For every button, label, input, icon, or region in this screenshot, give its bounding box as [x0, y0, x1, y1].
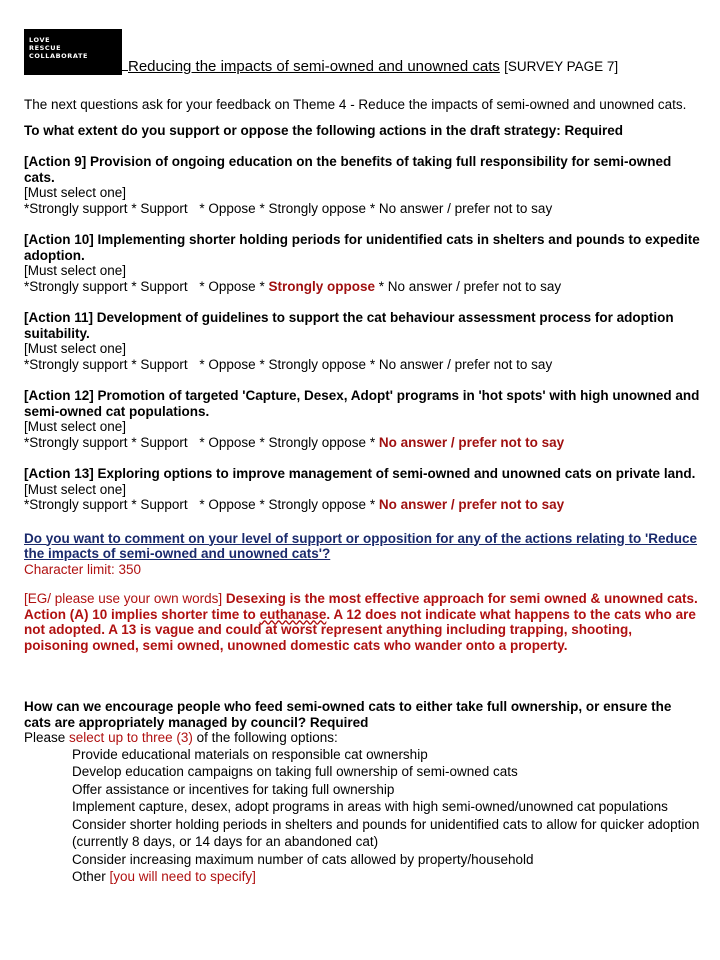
- option-star: *: [369, 356, 376, 372]
- ownership-question: [24, 699, 700, 886]
- option-strongly-oppose[interactable]: Strongly oppose: [268, 434, 367, 450]
- option-support[interactable]: * Support: [131, 278, 188, 294]
- logo-line-love: LOVE: [29, 36, 51, 44]
- answer-text-part2: . A 12 does not indicate what happens to the cats who are not adopted. A 13 is vague and could at worst represent anything including trapping, shooting, poisoning owned, semi owned, unowned domestic cats who wander onto a property.: [24, 606, 696, 653]
- option-no-answer-selected[interactable]: No answer / prefer not to say: [378, 434, 565, 450]
- action-10: [24, 232, 700, 294]
- option-no-answer[interactable]: No answer / prefer not to say: [387, 278, 562, 294]
- option-strongly-support[interactable]: *Strongly support: [24, 434, 128, 450]
- page-heading: [122, 57, 618, 75]
- instruction-limit: select up to three (3): [69, 730, 193, 745]
- option-star: *: [369, 497, 376, 512]
- option-strongly-support[interactable]: *Strongly support: [24, 200, 128, 216]
- action-title: [Action 13] Exploring options to improve management of semi-owned and unowned cats on private land.: [24, 466, 696, 481]
- option-strongly-support[interactable]: *Strongly support: [24, 278, 128, 294]
- action-title: [Action 10] Implementing shorter holding periods for unidentified cats in shelters and pounds to expedite adoption.: [24, 232, 700, 263]
- character-limit: Character limit: 350: [24, 561, 142, 577]
- page-title: Reducing the impacts of semi-owned and unowned cats: [128, 58, 500, 75]
- must-select-note: [Must select one]: [24, 419, 127, 434]
- option-star: *: [369, 200, 376, 216]
- option-star: *: [259, 497, 265, 512]
- option-support[interactable]: * Support: [131, 434, 188, 450]
- must-select-note: [Must select one]: [24, 185, 127, 200]
- logo-line-collaborate: COLLABORATE: [29, 52, 89, 60]
- option-star: *: [259, 278, 265, 294]
- option-support[interactable]: * Support: [131, 497, 188, 512]
- action-12: [24, 388, 700, 450]
- option-oppose[interactable]: * Oppose: [199, 356, 256, 372]
- logo-line-rescue: RESCUE: [29, 44, 62, 52]
- must-select-note: [Must select one]: [24, 263, 127, 278]
- answer-text-part1: Desexing is the most effective approach for semi owned & unowned cats. Action (A) 10 implies shorter time to: [24, 591, 698, 622]
- option-oppose[interactable]: * Oppose: [199, 200, 256, 216]
- action-title: [Action 12] Promotion of targeted 'Capture, Desex, Adopt' programs in 'hot spots' with high unowned and semi-owned cat populations.: [24, 388, 700, 419]
- option-oppose[interactable]: * Oppose: [199, 278, 256, 294]
- option-no-answer[interactable]: No answer / prefer not to say: [378, 356, 553, 372]
- ownership-option[interactable]: Consider shorter holding periods in shelters and pounds for unidentified cats to allow for quicker adoption (currently 8 days, or 14 days for an abandoned cat): [72, 816, 700, 849]
- ownership-option[interactable]: Implement capture, desex, adopt programs in areas with high semi-owned/unowned cat populations: [72, 799, 668, 814]
- header: [24, 27, 700, 75]
- option-star: *: [259, 356, 265, 372]
- ownership-option[interactable]: Consider increasing maximum number of cats allowed by property/household: [72, 851, 534, 867]
- survey-page: [24, 27, 700, 886]
- other-specify-note: [you will need to specify]: [109, 869, 256, 884]
- option-no-answer-selected[interactable]: No answer / prefer not to say: [378, 497, 565, 512]
- action-9: [24, 154, 700, 216]
- action-title: [Action 11] Development of guidelines to support the cat behaviour assessment process for adoption suitability.: [24, 310, 674, 341]
- ownership-option[interactable]: Provide educational materials on responsible cat ownership: [72, 746, 428, 762]
- spellcheck-flagged-word: euthanase: [259, 606, 327, 622]
- option-strongly-support[interactable]: *Strongly support: [24, 356, 128, 372]
- option-star: *: [259, 434, 265, 450]
- option-star: *: [378, 278, 385, 294]
- comment-answer[interactable]: [24, 591, 700, 653]
- instruction-suffix: of the following options:: [196, 730, 338, 745]
- survey-page-tag: [SURVEY PAGE 7]: [504, 59, 619, 74]
- response-options: [24, 357, 700, 373]
- response-options: [24, 279, 700, 295]
- support-oppose-question: To what extent do you support or oppose the following actions in the draft strategy: Required: [24, 122, 624, 138]
- ownership-option-other[interactable]: [72, 868, 700, 886]
- option-strongly-oppose-selected[interactable]: Strongly oppose: [268, 278, 375, 294]
- comment-question: Do you want to comment on your level of support or opposition for any of the actions relating to 'Reduce the impacts of semi-owned and unowned cats'?: [24, 530, 697, 561]
- response-options: [24, 497, 700, 513]
- option-strongly-oppose[interactable]: Strongly oppose: [268, 200, 367, 216]
- option-support[interactable]: * Support: [131, 200, 188, 216]
- option-star: *: [369, 434, 376, 450]
- option-strongly-oppose[interactable]: Strongly oppose: [268, 356, 367, 372]
- action-title: [Action 9] Provision of ongoing education on the benefits of taking full responsibility for semi-owned cats.: [24, 154, 672, 185]
- selection-instruction: [24, 730, 700, 746]
- ownership-options-list: [24, 746, 700, 886]
- option-oppose[interactable]: * Oppose: [199, 434, 256, 450]
- ownership-question-title: How can we encourage people who feed semi-owned cats to either take full ownership, or ensure the cats are appropriately managed by council? Required: [24, 699, 672, 730]
- ownership-option[interactable]: Develop education campaigns on taking full ownership of semi-owned cats: [72, 764, 518, 779]
- option-no-answer[interactable]: No answer / prefer not to say: [378, 200, 553, 216]
- must-select-note: [Must select one]: [24, 341, 127, 356]
- intro-text: The next questions ask for your feedback on Theme 4 - Reduce the impacts of semi-owned and unowned cats.: [24, 97, 687, 112]
- response-options: [24, 201, 700, 217]
- must-select-note: [Must select one]: [24, 481, 127, 497]
- option-strongly-oppose[interactable]: Strongly oppose: [268, 497, 367, 512]
- action-13: [24, 466, 700, 513]
- action-11: [24, 310, 700, 372]
- option-support[interactable]: * Support: [131, 356, 188, 372]
- other-label: Other: [72, 869, 106, 884]
- response-options: [24, 435, 700, 451]
- option-oppose[interactable]: * Oppose: [199, 497, 256, 512]
- ownership-option[interactable]: Offer assistance or incentives for taking full ownership: [72, 781, 395, 797]
- option-star: *: [259, 200, 265, 216]
- logo: [24, 29, 122, 75]
- option-strongly-support[interactable]: *Strongly support: [24, 497, 128, 512]
- instruction-prefix: Please: [24, 730, 66, 745]
- answer-prefix: [EG/ please use your own words]: [24, 591, 223, 606]
